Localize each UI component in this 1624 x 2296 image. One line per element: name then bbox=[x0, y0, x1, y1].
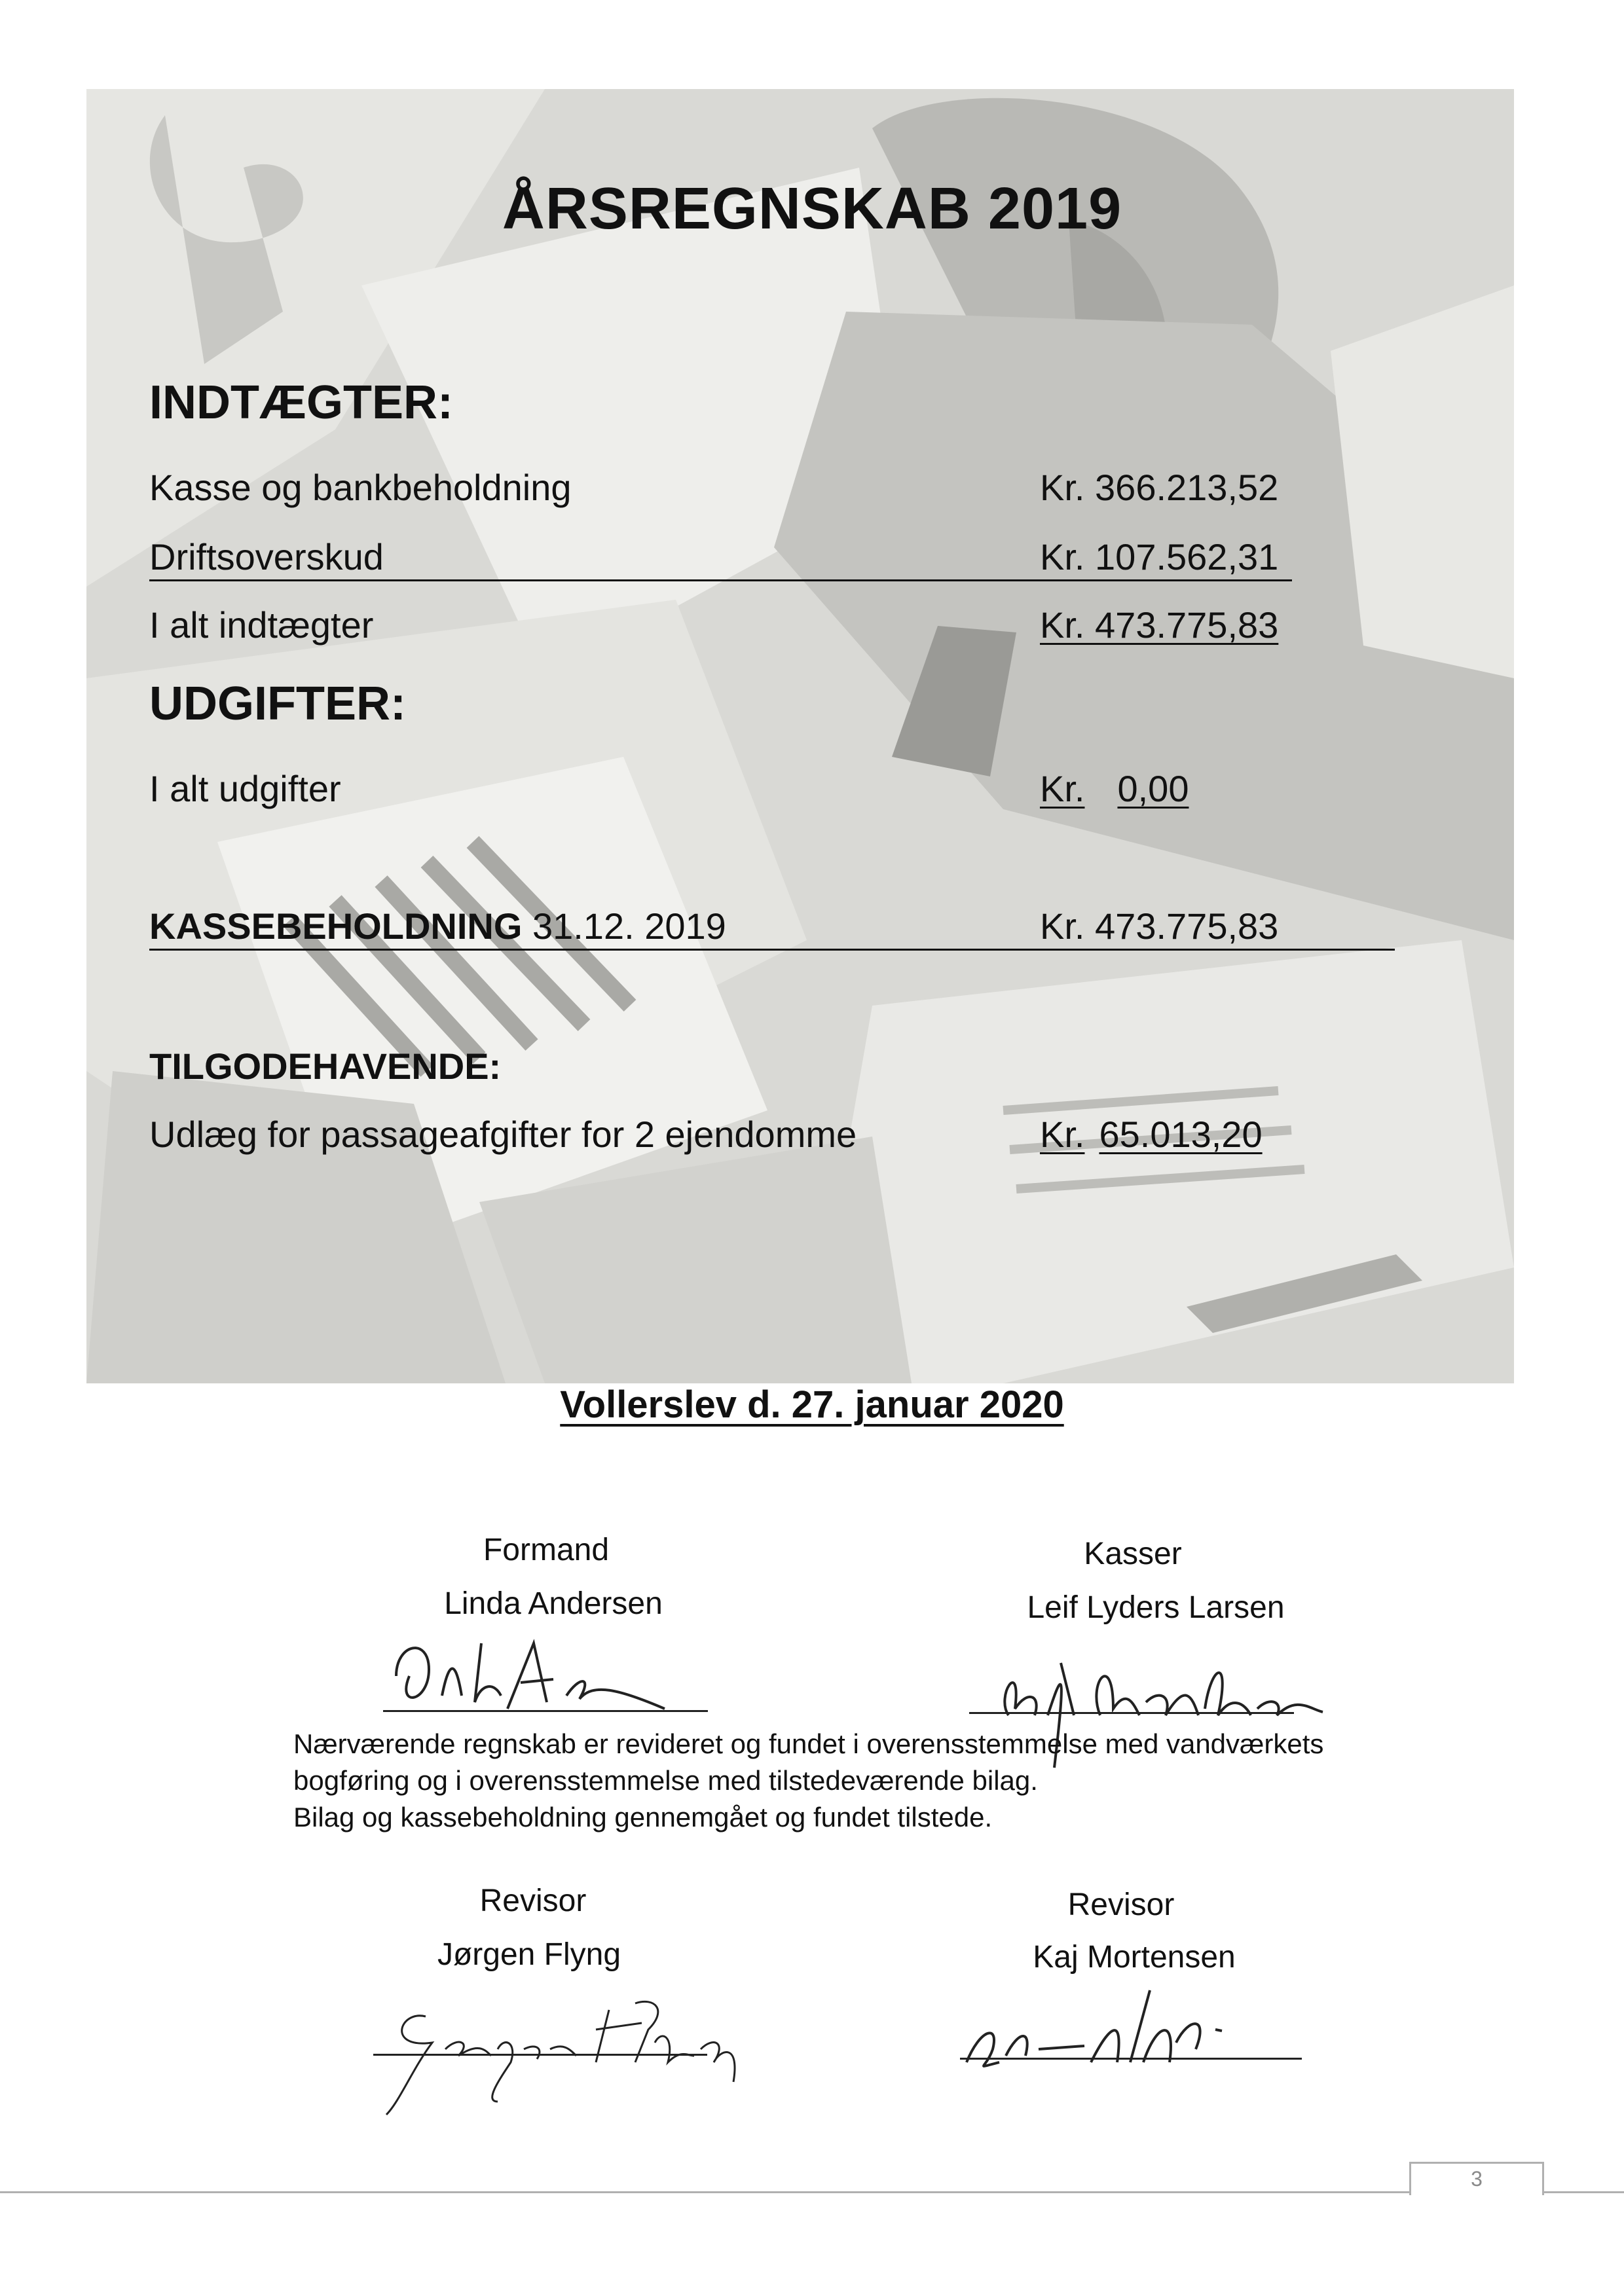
receivables-amount: Kr. 65.013,20 bbox=[1040, 1114, 1263, 1155]
expenses-heading: UDGIFTER: bbox=[149, 678, 406, 730]
treasurer-name: Leif Lyders Larsen bbox=[1027, 1590, 1285, 1625]
income-row-amount: Kr. 107.562,31 bbox=[1040, 536, 1279, 577]
document-title: ÅRSREGNSKAB 2019 bbox=[502, 176, 1122, 242]
chair-name: Linda Andersen bbox=[444, 1586, 663, 1621]
treasurer-signature bbox=[969, 1617, 1336, 1787]
auditor1-signature bbox=[373, 1971, 766, 2128]
auditor2-name: Kaj Mortensen bbox=[1033, 1940, 1236, 1975]
receivables-heading: TILGODEHAVENDE: bbox=[149, 1046, 502, 1087]
income-total-label: I alt indtægter bbox=[149, 604, 374, 646]
income-heading: INDTÆGTER: bbox=[149, 376, 453, 429]
background-illustration bbox=[86, 89, 1514, 1383]
chair-role: Formand bbox=[483, 1533, 610, 1567]
footer-line-right bbox=[1540, 2191, 1624, 2193]
balance-amount: Kr. 473.775,83 bbox=[1040, 905, 1279, 947]
audit-note-line: Nærværende regnskab er revideret og fundet i overensstemmelse med vandværkets bbox=[293, 1728, 1324, 1759]
expenses-total-label: I alt udgifter bbox=[149, 768, 341, 809]
footer-line-left bbox=[0, 2191, 1409, 2193]
chair-signature bbox=[383, 1617, 691, 1722]
balance-label-bold: KASSEBEHOLDNING bbox=[149, 905, 523, 947]
audit-note-line: Bilag og kassebeholdning gennemgået og fundet tilstede. bbox=[293, 1802, 993, 1832]
page-number: 3 bbox=[1471, 2167, 1483, 2191]
receivables-label: Udlæg for passageafgifter for 2 ejendomme bbox=[149, 1114, 857, 1155]
income-row-label: Kasse og bankbeholdning bbox=[149, 467, 572, 508]
income-row-label: Driftsoverskud bbox=[149, 536, 384, 577]
auditor2-role: Revisor bbox=[1067, 1887, 1175, 1922]
auditor1-name: Jørgen Flyng bbox=[437, 1937, 621, 1972]
row-underline bbox=[149, 579, 1292, 581]
balance-date: 31.12. 2019 bbox=[532, 905, 726, 947]
income-total-amount: Kr. 473.775,83 bbox=[1040, 604, 1279, 646]
balance-label bbox=[149, 905, 726, 947]
audit-note-line: bogføring og i overensstemmelse med tilstedeværende bilag. bbox=[293, 1765, 1038, 1796]
balance-underline bbox=[149, 949, 1395, 951]
auditor1-role: Revisor bbox=[479, 1884, 587, 1918]
expenses-total-amount: Kr. 0,00 bbox=[1040, 768, 1189, 809]
treasurer-role: Kasser bbox=[1084, 1537, 1182, 1571]
place-date: Vollerslev d. 27. januar 2020 bbox=[560, 1383, 1064, 1426]
income-row-amount: Kr. 366.213,52 bbox=[1040, 467, 1279, 508]
auditor2-signature bbox=[960, 1971, 1261, 2075]
accountant-illustration bbox=[86, 89, 1514, 1383]
